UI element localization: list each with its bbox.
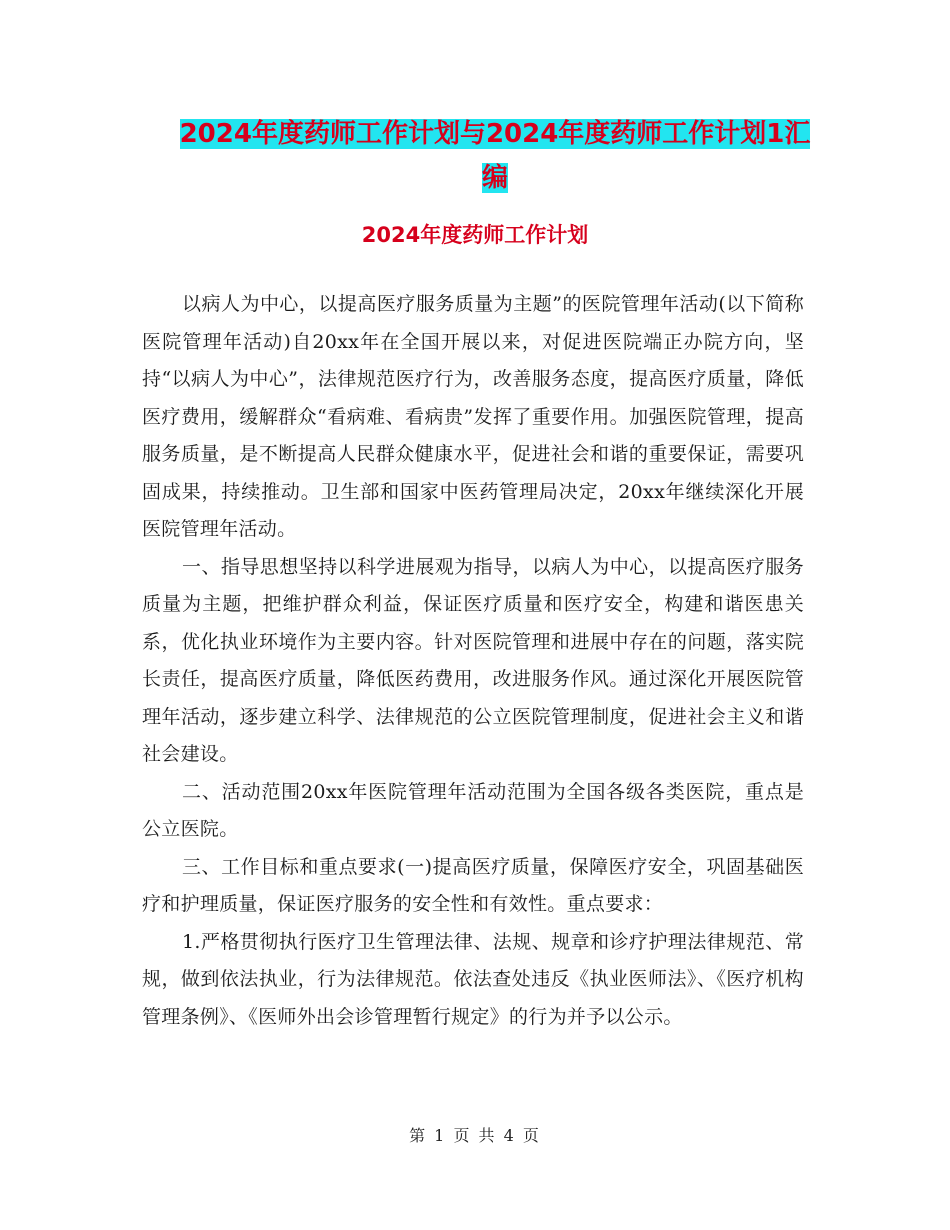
- document-body: [142, 286, 804, 1036]
- section-title: 2024年度药师工作计划: [361, 223, 589, 247]
- paragraph-intro: 以病人为中心，以提高医疗服务质量为主题”的医院管理年活动(以下简称医院管理年活动)自20xx年在全国开展以来，对促进医院端正办院方向，坚持“以病人为中心”，法律规范医疗行为，改善服务态度，提高医疗质量，降低医疗费用，缓解群众“看病难、看病贵”发挥了重要作用。加强医院管理，提高服务质量，是不断提高人民群众健康水平，促进社会和谐的重要保证，需要巩固成果，持续推动。卫生部和国家中医药管理局决定，20xx年继续深化开展医院管理年活动。: [142, 293, 804, 540]
- paragraph-item-1: 1.严格贯彻执行医疗卫生管理法律、法规、规章和诊疗护理法律规范、常规，做到依法执业，行为法律规范。依法查处违反《执业医师法》、《医疗机构管理条例》、《医师外出会诊管理暂行规定》的行为并予以公示。: [142, 930, 804, 1028]
- title-line-2: 编: [481, 163, 508, 193]
- paragraph-activity-scope: 二、活动范围20xx年医院管理年活动范围为全国各级各类医院，重点是公立医院。: [142, 780, 804, 840]
- page-footer: 第 1 页 共 4 页: [409, 1126, 541, 1145]
- title-line-1: 2024年度药师工作计划与2024年度药师工作计划1汇: [179, 119, 811, 149]
- paragraph-goals: 三、工作目标和重点要求(一)提高医疗质量，保障医疗安全，巩固基础医疗和护理质量，保证医疗服务的安全性和有效性。重点要求：: [142, 855, 804, 915]
- paragraph-guiding-ideology: 一、指导思想坚持以科学进展观为指导，以病人为中心，以提高医疗服务质量为主题，把维护群众利益，保证医疗质量和医疗安全，构建和谐医患关系，优化执业环境作为主要内容。针对医院管理和进展中存在的问题，落实院长责任，提高医疗质量，降低医药费用，改进服务作风。通过深化开展医院管理年活动，逐步建立科学、法律规范的公立医院管理制度，促进社会主义和谐社会建设。: [142, 555, 804, 765]
- document-title: [140, 112, 850, 200]
